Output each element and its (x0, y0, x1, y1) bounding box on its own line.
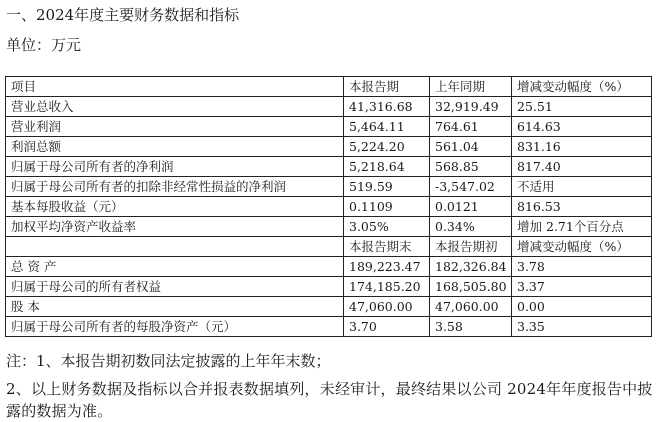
cell-change: 不适用 (512, 177, 652, 197)
cell-change: 614.63 (512, 117, 652, 137)
row-label: 营业利润 (6, 117, 344, 137)
footnote-1: 注：1、本报告期初数同法定披露的上年年末数； (6, 352, 331, 370)
table-row (6, 277, 652, 297)
cell-current: 5,224.20 (344, 137, 430, 157)
cell-change: 831.16 (512, 137, 652, 157)
cell-prior: 0.0121 (430, 197, 512, 217)
row-label: 归属于母公司所有者的每股净资产（元） (6, 317, 344, 337)
cell-period-end: 189,223.47 (344, 257, 430, 277)
row-label: 基本每股收益（元） (6, 197, 344, 217)
cell-prior: 568.85 (430, 157, 512, 177)
cell-change: 25.51 (512, 97, 652, 117)
subheader-item (6, 237, 344, 257)
cell-current: 0.1109 (344, 197, 430, 217)
row-label: 总 资 产 (6, 257, 344, 277)
footnote-2: 2、以上财务数据及指标以合并报表数据填列，未经审计，最终结果以公司 2024年年度报告中披露的数据为准。 (6, 380, 653, 420)
cell-current: 5,464.11 (344, 117, 430, 137)
table-row (6, 97, 652, 117)
table-row (6, 197, 652, 217)
cell-change: 3.35 (512, 317, 652, 337)
cell-change: 3.78 (512, 257, 652, 277)
row-label: 归属于母公司的所有者权益 (6, 277, 344, 297)
cell-period-end: 3.70 (344, 317, 430, 337)
cell-period-end: 174,185.20 (344, 277, 430, 297)
table-row (6, 257, 652, 277)
table-row (6, 297, 652, 317)
table-row (6, 217, 652, 237)
row-label: 归属于母公司所有者的净利润 (6, 157, 344, 177)
cell-period-start: 168,505.80 (430, 277, 512, 297)
header-current-period: 本报告期 (344, 77, 430, 97)
subheader-change-rate: 增减变动幅度（%） (512, 237, 652, 257)
cell-prior: 764.61 (430, 117, 512, 137)
header-item: 项目 (6, 77, 344, 97)
table-row (6, 157, 652, 177)
section-heading: 一、2024年度主要财务数据和指标 (6, 6, 240, 24)
cell-change: 816.53 (512, 197, 652, 217)
footnotes (6, 350, 654, 422)
table-row (6, 177, 652, 197)
cell-current: 5,218.64 (344, 157, 430, 177)
cell-current: 519.59 (344, 177, 430, 197)
cell-current: 41,316.68 (344, 97, 430, 117)
table-header-row (6, 77, 652, 97)
cell-prior: 32,919.49 (430, 97, 512, 117)
cell-current: 3.05% (344, 217, 430, 237)
cell-change: 增加 2.71个百分点 (512, 217, 652, 237)
row-label: 股 本 (6, 297, 344, 317)
table-row (6, 137, 652, 157)
cell-period-start: 47,060.00 (430, 297, 512, 317)
row-label: 营业总收入 (6, 97, 344, 117)
row-label: 归属于母公司所有者的扣除非经常性损益的净利润 (6, 177, 344, 197)
cell-prior: -3,547.02 (430, 177, 512, 197)
unit-label: 单位：万元 (6, 36, 82, 54)
table-row (6, 317, 652, 337)
cell-prior: 0.34% (430, 217, 512, 237)
table-row (6, 117, 652, 137)
table-subheader-row (6, 237, 652, 257)
cell-period-start: 3.58 (430, 317, 512, 337)
cell-change: 817.40 (512, 157, 652, 177)
cell-prior: 561.04 (430, 137, 512, 157)
header-change-rate: 增减变动幅度（%） (512, 77, 652, 97)
row-label: 利润总额 (6, 137, 344, 157)
subheader-period-end: 本报告期末 (344, 237, 430, 257)
cell-period-end: 47,060.00 (344, 297, 430, 317)
subheader-period-start: 本报告期初 (430, 237, 512, 257)
cell-change: 0.00 (512, 297, 652, 317)
header-prior-period: 上年同期 (430, 77, 512, 97)
financial-data-table (5, 76, 652, 337)
cell-change: 3.37 (512, 277, 652, 297)
row-label: 加权平均净资产收益率 (6, 217, 344, 237)
cell-period-start: 182,326.84 (430, 257, 512, 277)
